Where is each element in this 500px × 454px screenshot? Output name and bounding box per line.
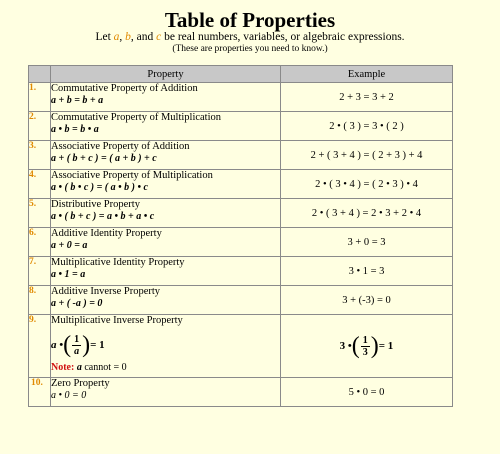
property-equation: a • 0 = 0: [51, 390, 87, 401]
example-cell: 3 • 1 = 3: [281, 257, 453, 286]
example-cell: 2 + 3 = 3 + 2: [281, 83, 453, 112]
table-row: [29, 199, 453, 228]
property-name: Zero Property: [51, 378, 110, 389]
property-cell: [51, 257, 281, 286]
subtitle-sep: , and: [130, 31, 157, 43]
subtitle-note: (These are properties you need to know.): [172, 44, 328, 54]
fraction: [360, 335, 371, 358]
eq-rhs: = 1: [90, 339, 105, 351]
example-cell: 2 + ( 3 + 4 ) = ( 2 + 3 ) + 4: [281, 141, 453, 170]
row-number: 10.: [29, 378, 51, 407]
subtitle-sep: ,: [119, 31, 126, 43]
row-number: 4.: [29, 170, 51, 199]
example-cell: 3 + (-3) = 0: [281, 286, 453, 315]
property-cell: [51, 170, 281, 199]
property-equation: a • b = b • a: [51, 124, 99, 135]
property-cell: [51, 228, 281, 257]
var-c: c: [156, 31, 162, 43]
row-number: 9.: [29, 315, 51, 378]
fraction-denominator: a: [74, 345, 80, 357]
property-name: Additive Inverse Property: [51, 286, 161, 297]
row-number: 1.: [29, 83, 51, 112]
ex-rhs: = 1: [378, 340, 394, 352]
subtitle-text: Let: [95, 31, 114, 43]
page-title: Table of Properties: [164, 8, 336, 32]
row-number: 3.: [29, 141, 51, 170]
paren-right: ): [82, 332, 91, 358]
paren-right: ): [370, 333, 379, 359]
table-row: [29, 112, 453, 141]
example-cell: 2 • ( 3 + 4 ) = 2 • 3 + 2 • 4: [281, 199, 453, 228]
note-label: Note:: [51, 362, 75, 373]
fraction-denominator: 3: [362, 346, 368, 358]
table-row: [29, 228, 453, 257]
row-number: 5.: [29, 199, 51, 228]
property-name: Additive Identity Property: [51, 228, 162, 239]
note: [51, 362, 280, 374]
property-equation: [51, 333, 280, 357]
property-name: Multiplicative Inverse Property: [51, 315, 183, 326]
row-number: 7.: [29, 257, 51, 286]
property-cell: [51, 286, 281, 315]
table-row: [29, 378, 453, 407]
property-name: Commutative Property of Addition: [51, 83, 198, 94]
property-cell: [51, 378, 281, 407]
property-equation: a + ( -a ) = 0: [51, 298, 103, 309]
property-equation: a + 0 = a: [51, 240, 88, 251]
property-cell: [51, 112, 281, 141]
fraction-numerator: 1: [74, 333, 80, 345]
example-cell: [281, 315, 453, 378]
property-equation: a + b = b + a: [51, 95, 104, 106]
fraction: [71, 334, 82, 357]
table-row: [29, 315, 453, 378]
property-name: Commutative Property of Multiplication: [51, 112, 222, 123]
example-cell: 2 • ( 3 • 4 ) = ( 2 • 3 ) • 4: [281, 170, 453, 199]
property-cell: [51, 141, 281, 170]
property-cell: [51, 315, 281, 378]
table-body: [29, 83, 453, 315]
table-row: [29, 286, 453, 315]
property-equation: a • 1 = a: [51, 269, 86, 280]
row-number: 6.: [29, 228, 51, 257]
header-example: Example: [281, 66, 453, 83]
property-equation: a • ( b + c ) = a • b + a • c: [51, 211, 155, 222]
example-cell: 5 • 0 = 0: [281, 378, 453, 407]
property-name: Distributive Property: [51, 199, 140, 210]
example-cell: 3 + 0 = 3: [281, 228, 453, 257]
var-b: b: [125, 31, 131, 43]
property-name: Multiplicative Identity Property: [51, 257, 185, 268]
table-row: [29, 170, 453, 199]
subtitle-text: be real numbers, variables, or algebraic expressions.: [161, 31, 405, 43]
row-number: 8.: [29, 286, 51, 315]
subtitle: [0, 31, 500, 43]
ex-lhs: 3 •: [339, 340, 352, 352]
paren-left: (: [351, 333, 360, 359]
property-equation: a + ( b + c ) = ( a + b ) + c: [51, 153, 157, 164]
paren-left: (: [63, 332, 72, 358]
example-cell: 2 • ( 3 ) = 3 • ( 2 ): [281, 112, 453, 141]
table-row: [29, 141, 453, 170]
property-cell: [51, 83, 281, 112]
table-row: [29, 257, 453, 286]
header-blank: [29, 66, 51, 83]
property-cell: [51, 199, 281, 228]
eq-lhs: a •: [51, 339, 64, 351]
note-text: cannot = 0: [81, 362, 127, 373]
note-var: a: [76, 362, 82, 373]
properties-table: [28, 65, 453, 407]
fraction-numerator: 1: [362, 334, 368, 346]
var-a: a: [113, 31, 120, 43]
header-property: Property: [51, 66, 281, 83]
property-equation: a • ( b • c ) = ( a • b ) • c: [51, 182, 148, 193]
table-row: [29, 83, 453, 112]
property-name: Associative Property of Addition: [51, 141, 190, 152]
property-name: Associative Property of Multiplication: [51, 170, 213, 181]
row-number: 2.: [29, 112, 51, 141]
example-equation: [281, 334, 452, 358]
